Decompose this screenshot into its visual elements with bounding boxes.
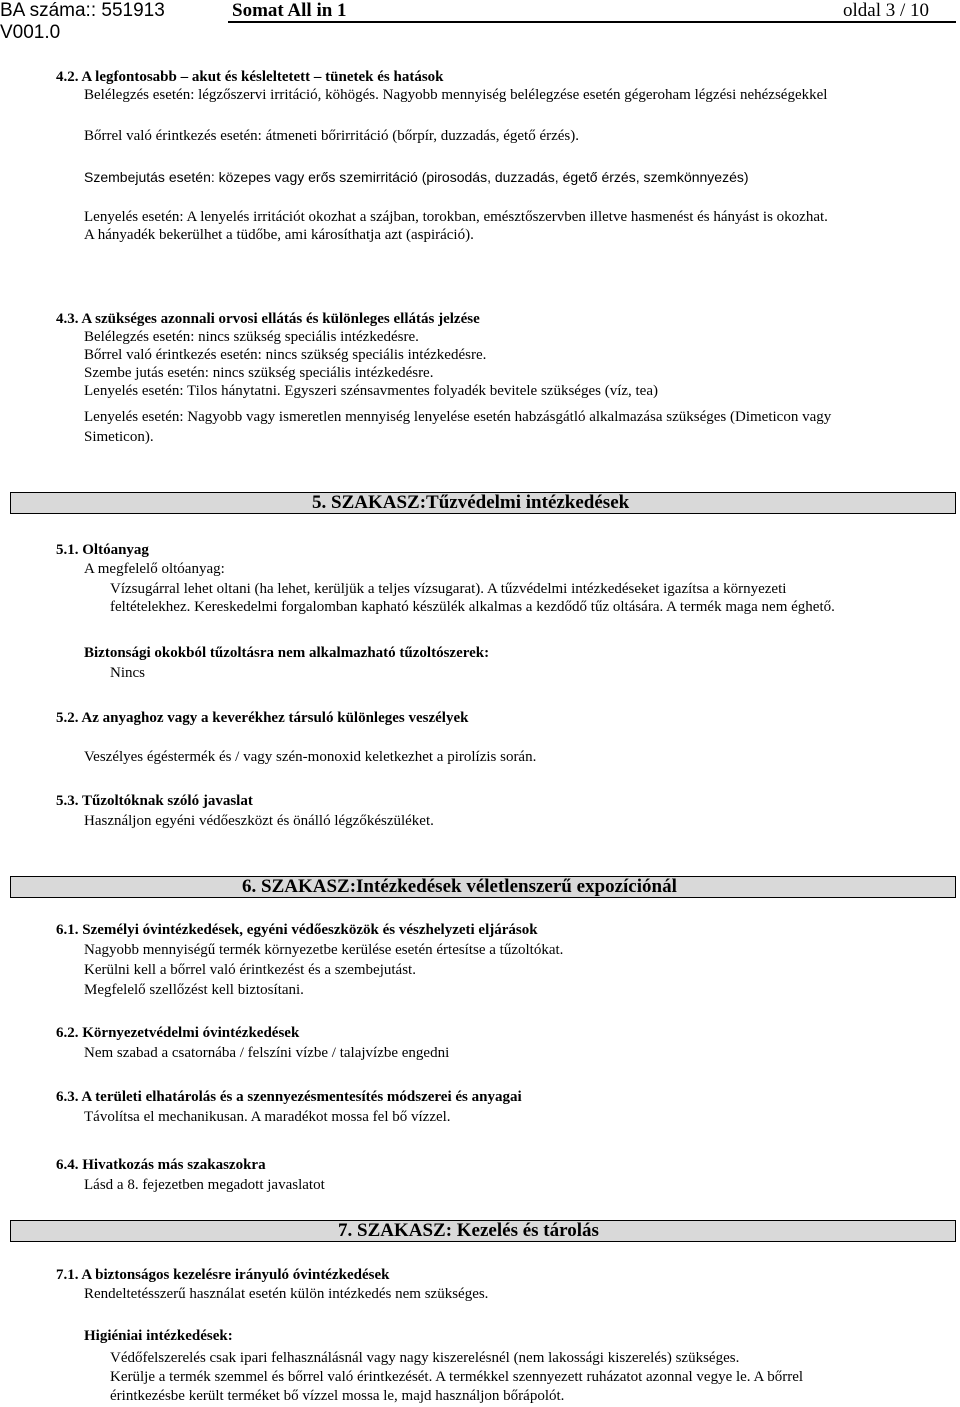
treatment-line-5b: Simeticon).: [84, 429, 154, 445]
skin-symptoms: Bőrrel való érintkezés esetén: átmeneti bőrirritáció (bőrpír, duzzadás, égető érzés).: [84, 128, 580, 144]
ingestion-symptoms-2: A hányadék bekerülhet a tüdőbe, ami károsíthatja azt (aspiráció).: [84, 227, 474, 243]
containment-methods-text: Távolítsa el mechanikusan. A maradékot mossa fel bő vízzel.: [84, 1109, 451, 1125]
treatment-line-2: Bőrrel való érintkezés esetén: nincs szükség speciális intézkedésre.: [84, 347, 487, 363]
section-reference-text: Lásd a 8. fejezetben megadott javaslatot: [84, 1177, 325, 1193]
section-5-1-title: 5.1. Oltóanyag: [56, 542, 149, 558]
hygiene-measures-1: Védőfelszerelés csak ipari felhasználásnál vagy nagy kiszerelésnél (nem lakossági kiszerelés) szükséges.: [110, 1350, 740, 1366]
section-6-2-title: 6.2. Környezetvédelmi óvintézkedések: [56, 1025, 300, 1041]
suitable-extinguishing-1: Vízsugárral lehet oltani (ha lehet, kerüljük a teljes vízsugarat). A tűzvédelmi intézkedéseket igazítsa a környezeti: [110, 581, 787, 597]
section-7-title: 7. SZAKASZ: Kezelés és tárolás: [338, 1220, 599, 1241]
personal-precautions-3: Megfelelő szellőzést kell biztosítani.: [84, 982, 304, 998]
section-4-3-title: 4.3. A szükséges azonnali orvosi ellátás és különleges ellátás jelzése: [56, 311, 480, 327]
version-label: V001.0: [0, 22, 61, 43]
section-5-3-title: 5.3. Tűzoltóknak szóló javaslat: [56, 793, 253, 809]
section-6-3-title: 6.3. A területi elhatárolás és a szennyezésmentesítés módszerei és anyagai: [56, 1089, 522, 1105]
unsuitable-extinguishing-value: Nincs: [110, 665, 145, 681]
suitable-extinguishing-2: feltételekhez. Kereskedelmi forgalomban kapható készülék alkalmas a kezdődő tűz oltására. A termék maga nem éghető.: [110, 599, 835, 615]
suitable-extinguishing-label: A megfelelő oltóanyag:: [84, 561, 225, 577]
page-number: oldal 3 / 10: [843, 0, 930, 21]
section-7-1-title: 7.1. A biztonságos kezelésre irányuló óvintézkedések: [56, 1267, 390, 1283]
unsuitable-extinguishing-label: Biztonsági okokból tűzoltásra nem alkalmazható tűzoltószerek:: [84, 645, 490, 661]
eye-symptoms: Szembejutás esetén: közepes vagy erős szemirritáció (pirosodás, duzzadás, égető érzés, szemkönnyezés): [84, 169, 749, 185]
ba-number: BA száma:: 551913: [0, 0, 165, 21]
firefighter-advice-text: Használjon egyéni védőeszközt és önálló légzőkészüléket.: [84, 813, 434, 829]
treatment-line-1: Belélegzés esetén: nincs szükség speciális intézkedésre.: [84, 329, 419, 345]
personal-precautions-2: Kerülni kell a bőrrel való érintkezést és a szembejutást.: [84, 962, 416, 978]
personal-precautions-1: Nagyobb mennyiségű termék környezetbe kerülése esetén értesítse a tűzoltókat.: [84, 942, 564, 958]
ingestion-symptoms-1: Lenyelés esetén: A lenyelés irritációt okozhat a szájban, torokban, emésztőszervben illetve hasmenést és hányást is okozhat.: [84, 209, 828, 225]
section-6-title: 6. SZAKASZ:Intézkedések véletlenszerű expozíciónál: [242, 876, 677, 897]
hygiene-measures-label: Higiéniai intézkedések:: [84, 1328, 233, 1344]
treatment-line-3: Szembe jutás esetén: nincs szükség speciális intézkedésre.: [84, 365, 434, 381]
treatment-line-5a: Lenyelés esetén: Nagyobb vagy ismeretlen mennyiség lenyelése esetén habzásgátló alkalmazása szükséges (Dimeticon vagy: [84, 409, 832, 425]
section-6-4-title: 6.4. Hivatkozás más szakaszokra: [56, 1157, 266, 1173]
hygiene-measures-3: érintkezésbe került terméket bő vízzel mossa le, majd használjon bőrápolót.: [110, 1388, 565, 1404]
header-rule: [228, 21, 956, 23]
special-hazards-text: Veszélyes égéstermék és / vagy szén-monoxid keletkezhet a pirolízis során.: [84, 749, 537, 765]
safe-handling-text: Rendeltetésszerű használat esetén külön intézkedés nem szükséges.: [84, 1286, 489, 1302]
section-6-1-title: 6.1. Személyi óvintézkedések, egyéni védőeszközök és vészhelyzeti eljárások: [56, 922, 538, 938]
section-5-2-title: 5.2. Az anyaghoz vagy a keverékhez társuló különleges veszélyek: [56, 710, 469, 726]
environmental-precautions-text: Nem szabad a csatornába / felszíni vízbe / talajvízbe engedni: [84, 1045, 450, 1061]
inhalation-symptoms: Belélegzés esetén: légzőszervi irritáció, köhögés. Nagyobb mennyiség belélegzése esetén gégeroham légzési nehézségekkel: [84, 87, 828, 103]
section-5-title: 5. SZAKASZ:Tűzvédelmi intézkedések: [312, 492, 630, 513]
section-4-2-title: 4.2. A legfontosabb – akut és késleltetett – tünetek és hatások: [56, 69, 444, 85]
treatment-line-4: Lenyelés esetén: Tilos hánytatni. Egyszeri szénsavmentes folyadék bevitele szükséges (víz, tea): [84, 383, 658, 399]
product-name: Somat All in 1: [232, 0, 347, 21]
hygiene-measures-2: Kerülje a termék szemmel és bőrrel való érintkezését. A termékkel szennyezett ruházatot azonnal vegye le. A bőrrel: [110, 1369, 804, 1385]
